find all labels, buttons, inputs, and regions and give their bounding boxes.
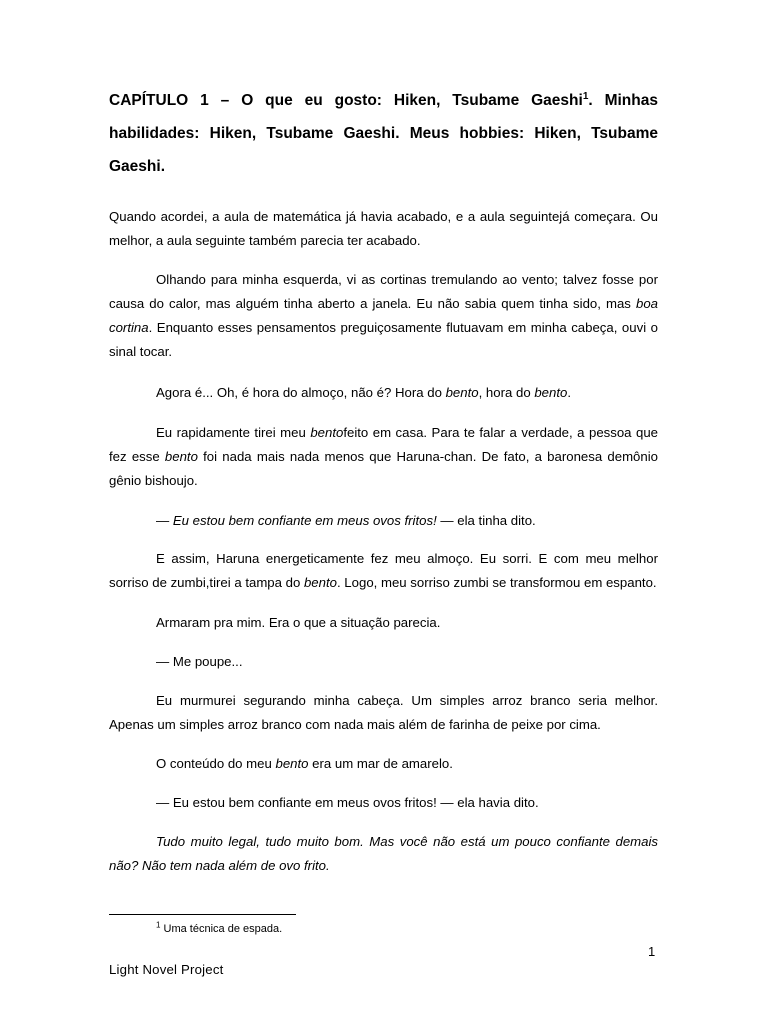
text-run: Eu rapidamente tirei meu xyxy=(156,425,311,440)
paragraph-7: Armaram pra mim. Era o que a situação parecia. xyxy=(156,615,441,630)
footnote-text: Uma técnica de espada. xyxy=(160,923,283,935)
italic-run: bento xyxy=(303,575,337,590)
text-run: . Logo, meu sorriso zumbi se transformou em espanto. xyxy=(336,575,657,590)
paragraph-9: Eu murmurei segurando minha cabeça. Um simples arroz branco seria melhor. Apenas um simples arroz branco com nada mais além de farinha de peixe por cima. xyxy=(109,693,658,732)
italic-run: bento xyxy=(275,756,309,771)
text-run: . Enquanto esses pensamentos preguiçosamente flutuavam em minha cabeça, ouvi o sinal tocar. xyxy=(109,320,658,359)
text-run: — ela tinha dito. xyxy=(436,513,536,528)
italic-run: bento xyxy=(310,425,344,440)
footnote-reference[interactable]: 1 xyxy=(582,90,589,102)
footnote xyxy=(156,921,282,937)
page-footer: Light Novel Project xyxy=(109,962,224,977)
text-run: Olhando para minha esquerda, vi as cortinas tremulando ao vento; talvez fosse por causa do calor, mas alguém tinha aberto a janela. Eu não sabia quem tinha sido, mas xyxy=(109,272,658,311)
page-number: 1 xyxy=(648,944,656,959)
chapter-title xyxy=(109,84,658,183)
text-run: era um mar de amarelo. xyxy=(308,756,453,771)
text-run: feito em casa. Para te falar a verdade, a pessoa que fez esse xyxy=(109,425,659,464)
italic-run: boa cortina xyxy=(109,296,658,335)
paragraph-8: — Me poupe... xyxy=(156,654,243,669)
text-run: , hora do xyxy=(478,385,535,400)
paragraph-2 xyxy=(109,268,658,364)
chapter-title-part1: CAPÍTULO 1 – O que eu gosto: Hiken, Tsubame Gaeshi xyxy=(109,92,583,109)
paragraph-1: Quando acordei, a aula de matemática já havia acabado, e a aula seguintejá começara. Ou melhor, a aula seguinte também parecia ter acabado. xyxy=(109,209,658,248)
footnote-marker: 1 xyxy=(156,920,161,930)
text-run: Agora é... Oh, é hora do almoço, não é? Hora do xyxy=(156,385,446,400)
paragraph-4 xyxy=(109,421,658,493)
text-run: E assim, Haruna energeticamente fez meu almoço. Eu sorri. E com meu melhor sorriso de zumbi,tirei a tampa do xyxy=(109,551,658,590)
paragraph-5 xyxy=(109,509,658,533)
italic-run: Eu estou bem confiante em meus ovos fritos! xyxy=(172,513,437,528)
paragraph-3 xyxy=(109,381,658,405)
paragraph-6 xyxy=(109,547,658,595)
italic-run: bento xyxy=(445,385,479,400)
paragraph-11: — Eu estou bem confiante em meus ovos fritos! — ela havia dito. xyxy=(156,795,539,810)
italic-run: bento xyxy=(164,449,198,464)
paragraph-10 xyxy=(109,752,658,776)
text-run: foi nada mais nada menos que Haruna-chan. De fato, a baronesa demônio gênio bishoujo. xyxy=(109,449,658,488)
text-run: — xyxy=(156,513,173,528)
text-run: O conteúdo do meu xyxy=(156,756,276,771)
italic-run: bento xyxy=(534,385,568,400)
paragraph-12: Tudo muito legal, tudo muito bom. Mas você não está um pouco confiante demais não? Não tem nada além de ovo frito. xyxy=(109,834,658,873)
chapter-title-part2: . Minhas habilidades: Hiken, Tsubame Gaeshi. Meus hobbies: Hiken, Tsubame Gaeshi. xyxy=(109,92,658,175)
footnote-divider xyxy=(109,914,296,915)
text-run: . xyxy=(567,385,571,400)
